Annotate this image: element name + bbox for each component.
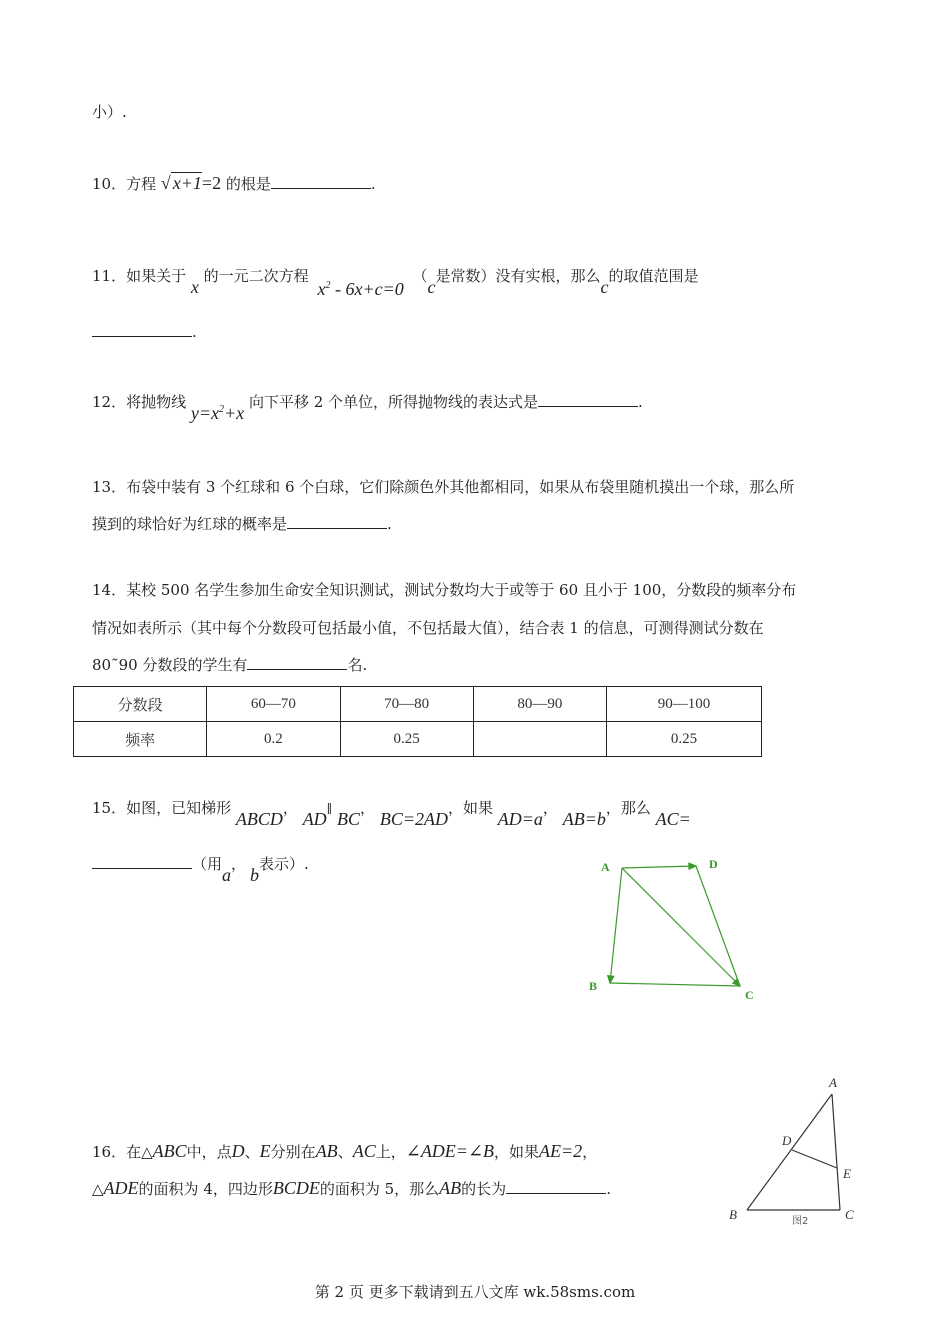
vector-AB-arrowhead (608, 976, 614, 983)
eq-part: y=x (190, 403, 220, 423)
segment-BC (610, 983, 740, 986)
math-expr: AC= (655, 809, 691, 829)
period: . (387, 515, 392, 533)
label-A: A (601, 860, 610, 874)
question-number: 12． (92, 393, 127, 411)
segment-AC (832, 1094, 840, 1210)
eq-part: +x (224, 403, 245, 423)
question-13-line2 (92, 514, 392, 534)
question-text: 如果关于 (126, 267, 187, 285)
trapezoid-figure (580, 850, 770, 1010)
question-11-answer-line (92, 322, 197, 342)
question-number: 16． (92, 1143, 127, 1161)
question-16-line1 (92, 1141, 597, 1162)
paren: （ (412, 267, 428, 285)
question-text: 的长为 (461, 1180, 507, 1198)
period: . (606, 1180, 611, 1198)
table-header-row (74, 687, 762, 722)
table-cell: 0.25 (606, 722, 761, 757)
math-expr: AB=b (562, 809, 606, 829)
question-number: 14． (92, 581, 127, 599)
question-text: 向下平移 2 个单位，所得抛物线的表达式是 (248, 393, 539, 411)
period: . (370, 175, 376, 193)
carry-over-text: 小）. (92, 103, 127, 121)
exponent: 2 (325, 280, 331, 291)
question-text: ，如果 (447, 799, 493, 817)
math-var: a (222, 865, 232, 885)
table-cell: 90—100 (606, 687, 761, 722)
question-text: 情况如表所示（其中每个分数段可包括最小值，不包括最大值），结合表 1 的信息，可测得测试分数在 (92, 619, 764, 637)
math-expr: BCDE (272, 1178, 320, 1198)
comma: ， (231, 855, 247, 873)
question-text: 布袋中装有 3 个红球和 6 个白球，它们除颜色外其他都相同，如果从布袋里随机摸出一个球，那么所 (126, 478, 795, 496)
parallel-symbol: ∥ (326, 802, 333, 816)
comma: ， (542, 799, 558, 817)
vector-AB (610, 868, 622, 983)
eq-part: x (317, 279, 326, 299)
question-text: 名. (347, 656, 368, 674)
question-14-line1 (92, 580, 796, 600)
table-cell: 70—80 (340, 687, 473, 722)
question-text: 的取值范围是 (608, 267, 699, 285)
question-number: 13． (92, 478, 127, 496)
question-text: 某校 500 名学生参加生命安全知识测试，测试分数均大于或等于 60 且小于 100，分数段的频率分布 (126, 581, 797, 599)
question-number: 15． (92, 799, 127, 817)
eq-part: - 6x+c=0 (330, 279, 404, 299)
math-expr: ∠ADE=∠B (405, 1141, 495, 1161)
question-text: 、 (337, 1143, 353, 1161)
table-cell: 0.25 (340, 722, 473, 757)
figure-caption: 图2 (792, 1216, 809, 1227)
label-B: B (589, 979, 598, 993)
question-15 (92, 797, 691, 829)
question-text: 、 (244, 1143, 260, 1161)
math-expr: AC (352, 1141, 376, 1161)
table-cell: 80—90 (473, 687, 606, 722)
answer-blank[interactable] (271, 174, 371, 189)
question-text: 80˜90 分数段的学生有 (92, 656, 248, 674)
label-C: C (845, 1207, 854, 1222)
label-B: B (729, 1207, 737, 1222)
question-10 (92, 172, 376, 194)
comma: ， (582, 1143, 598, 1161)
question-text: 摸到的球恰好为红球的概率是 (92, 515, 288, 533)
label-D: D (709, 857, 718, 871)
segment-DC (696, 866, 740, 986)
question-text: 的根是 (225, 175, 271, 193)
question-11 (92, 262, 699, 299)
comma: ， (282, 799, 298, 817)
question-14-line3 (92, 655, 367, 675)
table-cell: 60—70 (207, 687, 340, 722)
math-expr: AD (302, 809, 327, 829)
equation (191, 403, 244, 423)
answer-blank[interactable] (506, 1179, 606, 1194)
math-var: x (190, 277, 199, 297)
trapezoid-lines (608, 863, 740, 986)
question-text: 的面积为 4，四边形 (138, 1180, 273, 1198)
triangle-figure (722, 1072, 872, 1234)
segment-AB (747, 1094, 832, 1210)
math-var: b (250, 865, 260, 885)
math-expr: AB (315, 1141, 338, 1161)
question-text: 中，点 (186, 1143, 232, 1161)
vector-AD-arrowhead (689, 863, 696, 869)
question-text: 表示）. (259, 855, 309, 873)
math-expr: BC (337, 809, 361, 829)
question-text: ，如果 (494, 1143, 540, 1161)
table-cell: 频率 (74, 722, 207, 757)
math-var: c (427, 277, 436, 297)
label-E: E (843, 1166, 851, 1181)
question-13-line1 (92, 477, 794, 497)
question-text: 分别在 (270, 1143, 316, 1161)
period: . (192, 323, 197, 341)
math-expr: ADE (103, 1178, 139, 1198)
answer-blank[interactable] (92, 854, 192, 869)
exponent: 2 (219, 404, 225, 415)
math-var: D (231, 1141, 245, 1161)
radicand: x+1 (172, 173, 202, 193)
period: . (638, 393, 643, 411)
question-text: 的一元二次方程 (203, 267, 309, 285)
math-expr: AB (439, 1178, 462, 1198)
label-A: A (829, 1075, 837, 1090)
math-expr: ABCD (235, 809, 283, 829)
table-row (74, 722, 762, 757)
label-C: C (745, 988, 754, 1002)
question-12 (92, 388, 643, 423)
table-cell (473, 722, 606, 757)
question-14-line2 (92, 618, 764, 638)
question-text: 将抛物线 (126, 393, 187, 411)
answer-blank[interactable] (287, 514, 387, 529)
vector-AD (622, 866, 696, 868)
math-var: E (259, 1141, 271, 1161)
answer-blank[interactable] (538, 392, 638, 407)
question-text: 的面积为 5，那么 (319, 1180, 440, 1198)
answer-blank[interactable] (247, 655, 347, 670)
answer-blank[interactable] (92, 322, 192, 337)
question-15-answer-line (92, 853, 309, 885)
equation (317, 279, 403, 299)
question-text: ，那么 (605, 799, 651, 817)
question-number: 10． (92, 175, 127, 193)
question-text: 如图，已知梯形 (126, 799, 232, 817)
radical-expression: √ x+1=2 (160, 173, 222, 193)
comma: ， (360, 799, 376, 817)
math-expr: AE=2 (539, 1141, 583, 1161)
table-cell: 0.2 (207, 722, 340, 757)
question-16-line2 (92, 1178, 611, 1199)
question-text: 方程 (126, 175, 157, 193)
question-text: 在△ (126, 1143, 153, 1161)
page-footer: 第 2 页 更多下载请到五八文库 wk.58sms.com (314, 1283, 636, 1301)
triangle-lines (747, 1094, 840, 1210)
frequency-table (73, 686, 762, 757)
math-expr: AD=a (497, 809, 543, 829)
question-text: 上， (375, 1143, 406, 1161)
math-var: c (600, 277, 609, 297)
math-expr: BC=2AD (379, 809, 448, 829)
label-D: D (782, 1133, 792, 1148)
question-text: △ (92, 1180, 104, 1198)
question-number: 11． (92, 267, 127, 285)
equation-rhs: =2 (201, 173, 222, 193)
segment-DE (792, 1150, 837, 1168)
question-text: （用 (192, 855, 223, 873)
vector-AC (622, 868, 740, 986)
table-cell: 分数段 (74, 687, 207, 722)
math-expr: ABC (152, 1141, 187, 1161)
question-text: 是常数）没有实根，那么 (435, 267, 601, 285)
